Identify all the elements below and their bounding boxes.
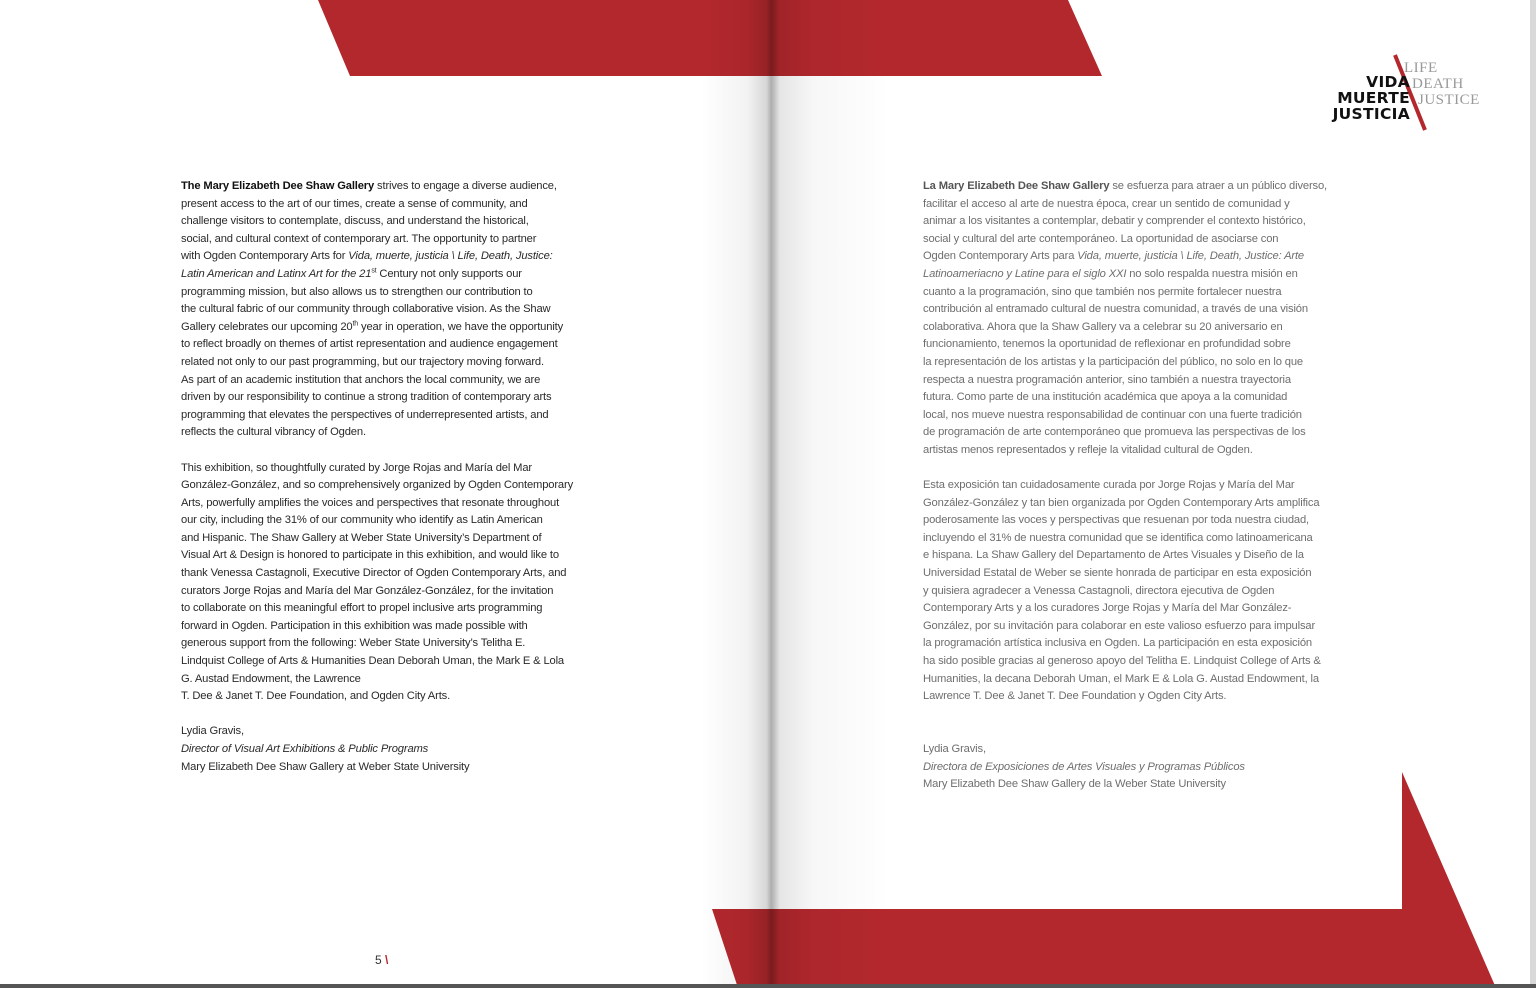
page-number: [375, 953, 388, 967]
text-line: futura. Como parte de una institución académica que apoya a la comunidad: [923, 391, 1288, 404]
page-number-slash-icon: \: [381, 953, 389, 967]
logo-word-justice: JUSTICE: [1418, 92, 1480, 108]
text-line: e hispana. La Shaw Gallery del Departamento de Artes Visuales y Diseño de la: [923, 549, 1304, 562]
text-line: incluyendo el 31% de nuestra comunidad que se identifica como latinoamericana: [923, 531, 1313, 544]
left-page-text: [181, 178, 591, 776]
text-line: funcionamiento, tenemos la oportunidad de reflexionar en profundidad sobre: [923, 338, 1291, 351]
text-line: facilitar el acceso al arte de nuestra época, crear un sentido de comunidad y: [923, 197, 1290, 210]
logo-word-justicia: JUSTICIA: [1332, 105, 1410, 123]
intro-paragraph-en: [181, 178, 591, 442]
logo-word-life: LIFE: [1404, 60, 1438, 76]
signature-block-en: [181, 723, 591, 776]
superscript: st: [371, 267, 377, 275]
text-line: González, por su invitación para colaborar en este valioso esfuerzo para impulsar: [923, 619, 1316, 632]
text-line: present access to the art of our times, create a sense of community, and: [181, 197, 528, 210]
text-line: la programación artística inclusiva en Ogden. La participación en esta exposición: [923, 637, 1312, 650]
text-line: González-González y tan bien organizada por Ogden Contemporary Arts amplifica: [923, 496, 1320, 509]
page-number-value: 5: [375, 953, 382, 967]
text-line: year in operation, we have the opportunity: [358, 320, 564, 333]
text-line: Gallery celebrates our upcoming 20: [181, 320, 353, 333]
text-line: Arts, powerfully amplifies the voices and perspectives that resonate throughout: [181, 496, 560, 509]
text-line: Lindquist College of Arts & Humanities Dean Deborah Uman, the Mark E & Lola: [181, 655, 564, 668]
text-line: Century not only supports our: [376, 267, 522, 280]
page-gutter-shadow: [700, 0, 890, 988]
exhibition-title-italic: Latinoameriacno y Latine para el siglo XXI: [923, 267, 1127, 280]
text-line: la representación de los artistas y la participación del público, no solo en lo que: [923, 355, 1303, 368]
text-line: the cultural fabric of our community through collaborative vision. As the Shaw: [181, 303, 551, 316]
exhibition-title-italic: Latin American and Latinx Art for the 21: [181, 267, 372, 280]
text-line: to reflect broadly on themes of artist representation and audience engagement: [181, 338, 558, 351]
signature-title: Director of Visual Art Exhibitions & Public Programs: [181, 743, 429, 755]
text-line: generous support from the following: Weber State University’s Telitha E.: [181, 637, 526, 650]
text-line: Esta exposición tan cuidadosamente curada por Jorge Rojas y María del Mar: [923, 479, 1295, 492]
text-line: se esfuerza para atraer a un público diverso,: [1109, 180, 1328, 192]
text-line: cuanto a la programación, sino que también nos permite fortalecer nuestra: [923, 285, 1282, 298]
text-line: with Ogden Contemporary Arts for: [181, 250, 349, 263]
text-line: reflects the cultural vibrancy of Ogden.: [181, 426, 366, 439]
text-line: thank Venessa Castagnoli, Executive Director of Ogden Contemporary Arts, and: [181, 567, 567, 580]
gallery-name-bold: La Mary Elizabeth Dee Shaw Gallery: [923, 180, 1110, 192]
text-line: animar a los visitantes a contemplar, debatir y comprender el contexto histórico,: [923, 215, 1306, 228]
text-line: programming that elevates the perspectives of underrepresented artists, and: [181, 408, 549, 421]
text-line: ha sido posible gracias al generoso apoyo del Telitha E. Lindquist College of Arts &: [923, 655, 1321, 668]
exhibition-title-italic: Vida, muerte, justicia \ Life, Death, Justice: Arte: [1077, 250, 1305, 263]
text-line: As part of an academic institution that anchors the local community, we are: [181, 373, 541, 386]
text-line: challenge visitors to contemplate, discuss, and understand the historical,: [181, 215, 529, 228]
text-line: and Hispanic. The Shaw Gallery at Weber State University’s Department of: [181, 531, 542, 544]
exhibition-paragraph-en: [181, 460, 591, 706]
text-line: Lawrence T. Dee & Janet T. Dee Foundation y Ogden City Arts.: [923, 690, 1227, 703]
text-line: Contemporary Arts y a los curadores Jorge Rojas y María del Mar González-: [923, 602, 1292, 615]
text-line: strives to engage a diverse audience,: [374, 180, 557, 192]
logo-word-muerte: MUERTE: [1337, 89, 1410, 107]
vida-muerte-justicia-logo: [1318, 52, 1498, 132]
signature-name: Lydia Gravis,: [923, 743, 986, 755]
signature-block-es: [923, 741, 1328, 794]
text-line: to collaborate on this meaningful effort to propel inclusive arts programming: [181, 602, 543, 615]
text-line: de programación de arte contemporáneo que promueva las perspectivas de los: [923, 426, 1306, 439]
text-line: respecta a nuestra programación anterior, sino también a nuestra trayectoria: [923, 373, 1291, 386]
right-page-text: [923, 178, 1328, 794]
text-line: forward in Ogden. Participation in this exhibition was made possible with: [181, 619, 528, 632]
text-line: local, nos mueve nuestra responsabilidad de continuar con una fuerte tradición: [923, 408, 1302, 421]
text-line: related not only to our past programming, but our trajectory moving forward.: [181, 355, 544, 368]
text-line: G. Austad Endowment, the Lawrence: [181, 672, 361, 685]
text-line: Humanities, la decana Deborah Uman, el Mark E & Lola G. Austad Endowment, la: [923, 672, 1319, 685]
text-line: González-González, and so comprehensively organized by Ogden Contemporary: [181, 479, 574, 492]
viewer-right-edge: [1530, 0, 1536, 988]
signature-title: Directora de Exposiciones de Artes Visuales y Programas Públicos: [923, 760, 1245, 773]
text-line: artistas menos representados y refleje la vitalidad cultural de Ogden.: [923, 443, 1253, 456]
superscript: th: [352, 320, 359, 328]
viewer-bottom-edge: [0, 984, 1536, 988]
text-line: our city, including the 31% of our community who identify as Latin American: [181, 514, 543, 527]
text-line: poderosamente las voces y perspectivas que resuenan por toda nuestra ciudad,: [923, 514, 1310, 527]
text-line: contribución al entramado cultural de nuestra comunidad, a través de una visión: [923, 303, 1308, 316]
logo-word-vida: VIDA: [1366, 73, 1410, 91]
text-line: This exhibition, so thoughtfully curated by Jorge Rojas and María del Mar: [181, 461, 532, 474]
text-line: no solo respalda nuestra misión en: [1126, 267, 1298, 280]
text-line: T. Dee & Janet T. Dee Foundation, and Ogden City Arts.: [181, 690, 451, 703]
logo-word-death: DEATH: [1412, 76, 1464, 92]
text-line: Visual Art & Design is honored to participate in this exhibition, and would like to: [181, 549, 559, 562]
text-line: social y cultural del arte contemporáneo. La oportunidad de asociarse con: [923, 232, 1279, 245]
text-line: curators Jorge Rojas and María del Mar González-González, for the invitation: [181, 584, 554, 597]
exhibition-title-italic: Vida, muerte, justicia \ Life, Death, Justice:: [348, 250, 553, 263]
text-line: social, and cultural context of contemporary art. The opportunity to partner: [181, 232, 537, 245]
text-line: Ogden Contemporary Arts para: [923, 250, 1078, 263]
text-line: Universidad Estatal de Weber se siente honrada de participar en esta exposición: [923, 567, 1312, 580]
exhibition-paragraph-es: [923, 477, 1328, 706]
signature-name: Lydia Gravis,: [181, 725, 244, 738]
intro-paragraph-es: [923, 178, 1328, 460]
signature-org: Mary Elizabeth Dee Shaw Gallery de la Weber State University: [923, 778, 1226, 791]
text-line: colaborativa. Ahora que la Shaw Gallery va a celebrar su 20 aniversario en: [923, 320, 1283, 333]
text-line: programming mission, but also allows us to strengthen our contribution to: [181, 285, 533, 298]
gallery-name-bold: The Mary Elizabeth Dee Shaw Gallery: [181, 180, 375, 192]
signature-org: Mary Elizabeth Dee Shaw Gallery at Weber State University: [181, 760, 470, 773]
text-line: y quisiera agradecer a Venessa Castagnoli, directora ejecutiva de Ogden: [923, 584, 1275, 597]
text-line: driven by our responsibility to continue a strong tradition of contemporary arts: [181, 391, 552, 404]
